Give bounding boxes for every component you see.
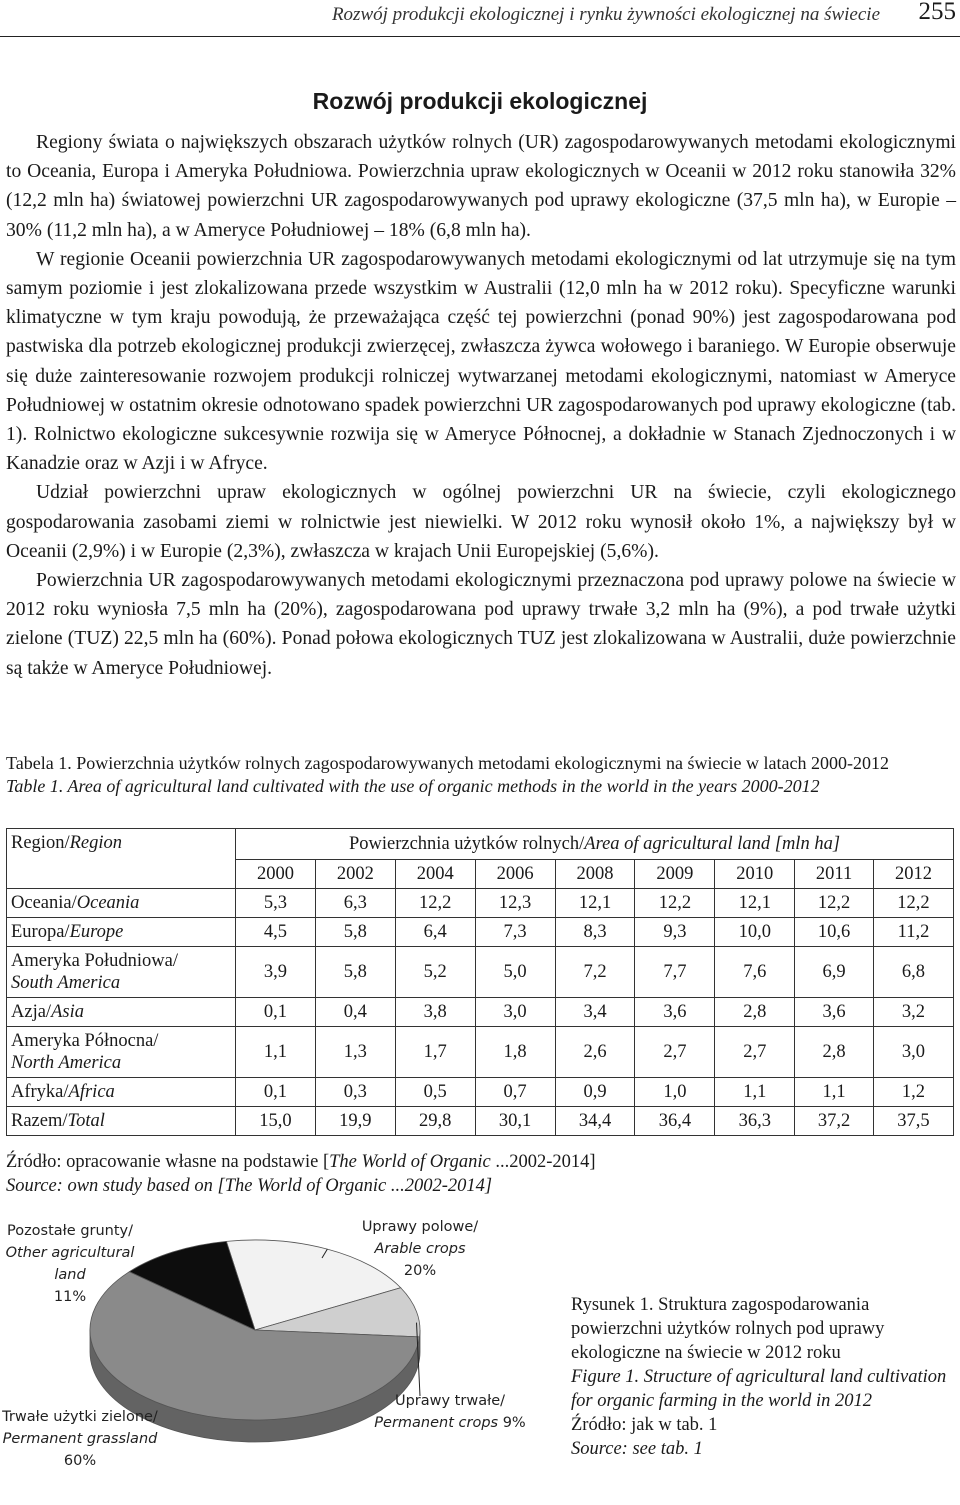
- value-cell: 1,1: [795, 1078, 874, 1107]
- table-row: [7, 998, 954, 1027]
- value-cell: 1,1: [236, 1027, 316, 1078]
- figure-caption: [571, 1293, 956, 1461]
- pie-label-arable: Uprawy polowe/ Arable crops 20%: [330, 1216, 510, 1282]
- value-cell: 1,7: [395, 1027, 475, 1078]
- value-cell: 7,2: [555, 947, 635, 998]
- value-cell: 12,1: [555, 889, 635, 918]
- value-cell: 2,8: [715, 998, 795, 1027]
- value-cell: 5,2: [395, 947, 475, 998]
- paragraph: Regiony świata o największych obszarach użytków rolnych (UR) zagospodarowywanych metodami ekologicznymi to Oceania, Europa i Ameryka Południowa. Powierzchnia upraw ekologicznych w Oceanii w 2012 roku stanowiła 32% (12,2 mln ha) światowej powierzchni UR zagospodarowywanych pod uprawy ekologiczne (37,5 mln ha), w Europie – 30% (11,2 mln ha), a w Ameryce Południowej – 18% (6,8 mln ha).: [6, 128, 956, 245]
- value-cell: 11,2: [873, 918, 953, 947]
- value-cell: 12,3: [475, 889, 555, 918]
- value-cell: 37,5: [873, 1107, 953, 1136]
- value-cell: 2,6: [555, 1027, 635, 1078]
- value-cell: 2,7: [635, 1027, 715, 1078]
- region-cell: Afryka/Africa: [7, 1078, 236, 1107]
- year-header: 2009: [635, 860, 715, 889]
- value-cell: 4,5: [236, 918, 316, 947]
- value-cell: 9,3: [635, 918, 715, 947]
- value-cell: 0,3: [315, 1078, 395, 1107]
- value-cell: 8,3: [555, 918, 635, 947]
- table-row: [7, 947, 954, 998]
- figure-caption-pl: Rysunek 1. Struktura zagospodarowania powierzchni użytków rolnych pod uprawy ekologiczne na świecie w 2012 roku: [571, 1293, 956, 1365]
- value-cell: 1,3: [315, 1027, 395, 1078]
- value-cell: 3,6: [795, 998, 874, 1027]
- region-cell: Ameryka Północna/ North America: [7, 1027, 236, 1078]
- body-text: [6, 128, 956, 683]
- value-cell: 0,4: [315, 998, 395, 1027]
- value-cell: 10,0: [715, 918, 795, 947]
- value-cell: 6,9: [795, 947, 874, 998]
- figure-source-en: Source: see tab. 1: [571, 1437, 956, 1461]
- pie-label-permanent-crops: Uprawy trwałe/ Permanent crops 9%: [365, 1390, 535, 1434]
- value-cell: 12,2: [795, 889, 874, 918]
- table-caption: [6, 752, 956, 798]
- region-cell: Europa/Europe: [7, 918, 236, 947]
- page-number: 255: [919, 0, 957, 26]
- value-cell: 5,0: [475, 947, 555, 998]
- value-cell: 12,2: [873, 889, 953, 918]
- region-cell: Razem/Total: [7, 1107, 236, 1136]
- value-cell: 3,8: [395, 998, 475, 1027]
- table-row: [7, 1078, 954, 1107]
- value-cell: 29,8: [395, 1107, 475, 1136]
- year-header: 2011: [795, 860, 874, 889]
- value-cell: 19,9: [315, 1107, 395, 1136]
- table-row: [7, 889, 954, 918]
- table-caption-en: Table 1. Area of agricultural land cultivated with the use of organic methods in the world in the years 2000-2012: [6, 775, 956, 798]
- value-cell: 3,0: [873, 1027, 953, 1078]
- value-cell: 15,0: [236, 1107, 316, 1136]
- year-header: 2002: [315, 860, 395, 889]
- running-head: [0, 0, 960, 37]
- region-header: Region/Region: [7, 829, 236, 889]
- pie-label-grassland: Trwałe użytki zielone/ Permanent grassland 60%: [0, 1406, 160, 1472]
- value-cell: 3,6: [635, 998, 715, 1027]
- year-header: 2004: [395, 860, 475, 889]
- value-cell: 10,6: [795, 918, 874, 947]
- table-row: [7, 918, 954, 947]
- value-cell: 36,3: [715, 1107, 795, 1136]
- paragraph: W regionie Oceanii powierzchnia UR zagospodarowywanych metodami ekologicznymi od lat utrzymuje się na tym samym poziomie i jest zlokalizowana przede wszystkim w Australii (12,0 mln ha w 2012 roku). Specyficzne warunki klimatyczne w tym kraju powodują, że przeważająca część tej powierzchni (ponad 90%) jest zagospodarowana pod pastwiska dla potrzeb ekologicznej produkcji zwierzęcej, zwłaszcza żywca wołowego i baraniego. W Europie obserwuje się duże zainteresowanie rozwojem produkcji rolniczej wytwarzanej metodami ekologicznymi, natomiast w Ameryce Południowej w ostatnim okresie odnotowano spadek powierzchni UR zagospodarowanych pod uprawy ekologiczne (tab. 1). Rolnictwo ekologiczne sukcesywnie rozwija się w Ameryce Północnej, a dokładnie w Stanach Zjednoczonych i w Kanadzie oraz w Azji i w Afryce.: [6, 245, 956, 479]
- year-header: 2012: [873, 860, 953, 889]
- table-source-en: Source: own study based on [The World of Organic ...2002-2014]: [6, 1174, 956, 1198]
- value-cell: 12,1: [715, 889, 795, 918]
- value-cell: 3,2: [873, 998, 953, 1027]
- value-cell: 2,7: [715, 1027, 795, 1078]
- table-caption-pl: Tabela 1. Powierzchnia użytków rolnych zagospodarowywanych metodami ekologicznymi na świecie w latach 2000-2012: [6, 752, 956, 775]
- table-source-pl: Źródło: opracowanie własne na podstawie [The World of Organic ...2002-2014]: [6, 1150, 956, 1174]
- data-table: [6, 828, 954, 1136]
- year-header: 2000: [236, 860, 316, 889]
- value-cell: 0,7: [475, 1078, 555, 1107]
- year-header: 2008: [555, 860, 635, 889]
- value-cell: 37,2: [795, 1107, 874, 1136]
- value-cell: 1,8: [475, 1027, 555, 1078]
- value-cell: 6,4: [395, 918, 475, 947]
- table-row: [7, 1107, 954, 1136]
- region-cell: Ameryka Południowa/ South America: [7, 947, 236, 998]
- value-cell: 36,4: [635, 1107, 715, 1136]
- pie-chart: [0, 1210, 560, 1500]
- value-cell: 7,6: [715, 947, 795, 998]
- figure-caption-en: Figure 1. Structure of agricultural land cultivation for organic farming in the world in 2012: [571, 1365, 956, 1413]
- value-cell: 0,5: [395, 1078, 475, 1107]
- value-cell: 6,3: [315, 889, 395, 918]
- region-cell: Azja/Asia: [7, 998, 236, 1027]
- figure-source-pl: Źródło: jak w tab. 1: [571, 1413, 956, 1437]
- table-row: [7, 1027, 954, 1078]
- paragraph: Powierzchnia UR zagospodarowywanych metodami ekologicznymi przeznaczona pod uprawy polowe na świecie w 2012 roku wyniosła 7,5 mln ha (20%), zagospodarowana pod uprawy trwałe 3,2 mln ha (9%), a pod trwałe użytki zielone (TUZ) 22,5 mln ha (60%). Ponad połowa ekologicznych TUZ jest zlokalizowana w Australii, duże powierzchnie są także w Ameryce Południowej.: [6, 566, 956, 683]
- table-source: [6, 1150, 956, 1198]
- value-cell: 5,8: [315, 947, 395, 998]
- value-cell: 1,0: [635, 1078, 715, 1107]
- value-cell: 3,0: [475, 998, 555, 1027]
- value-cell: 1,1: [715, 1078, 795, 1107]
- value-cell: 12,2: [395, 889, 475, 918]
- value-cell: 7,3: [475, 918, 555, 947]
- value-cell: 6,8: [873, 947, 953, 998]
- value-cell: 5,8: [315, 918, 395, 947]
- year-header: 2010: [715, 860, 795, 889]
- year-header: 2006: [475, 860, 555, 889]
- value-cell: 0,1: [236, 998, 316, 1027]
- running-title: Rozwój produkcji ekologicznej i rynku żywności ekologicznej na świecie: [332, 4, 880, 26]
- value-cell: 2,8: [795, 1027, 874, 1078]
- value-cell: 1,2: [873, 1078, 953, 1107]
- value-cell: 7,7: [635, 947, 715, 998]
- value-cell: 12,2: [635, 889, 715, 918]
- value-cell: 3,4: [555, 998, 635, 1027]
- value-cell: 0,1: [236, 1078, 316, 1107]
- value-cell: 30,1: [475, 1107, 555, 1136]
- value-cell: 0,9: [555, 1078, 635, 1107]
- section-title: Rozwój produkcji ekologicznej: [0, 88, 960, 115]
- paragraph: Udział powierzchni upraw ekologicznych w ogólnej powierzchni UR na świecie, czyli ekologicznego gospodarowania zasobami ziemi w rolnictwie jest niewielki. W 2012 roku wynosił około 1%, a największy był w Oceanii (2,9%) i w Europie (2,3%), zwłaszcza w krajach Unii Europejskiej (5,6%).: [6, 478, 956, 566]
- region-cell: Oceania/Oceania: [7, 889, 236, 918]
- value-cell: 5,3: [236, 889, 316, 918]
- pie-label-other: Pozostałe grunty/ Other agricultural land 11%: [0, 1220, 140, 1308]
- area-header: Powierzchnia użytków rolnych/Area of agricultural land [mln ha]: [236, 829, 954, 860]
- value-cell: 3,9: [236, 947, 316, 998]
- value-cell: 34,4: [555, 1107, 635, 1136]
